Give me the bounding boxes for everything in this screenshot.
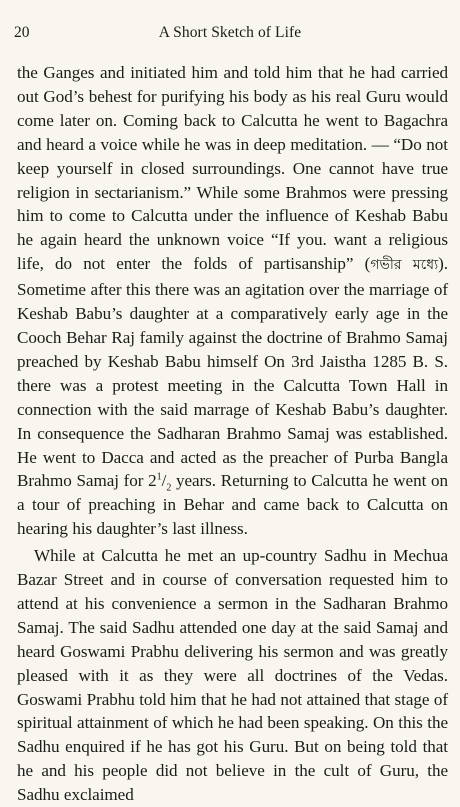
paragraph-1-part-3: years. Returning to Calcutta he went on a tour of preaching in Behar and came back to Calcutta on hearing his daughter’s last illness. bbox=[17, 471, 448, 539]
paragraph-2: While at Calcutta he met an up-country Sadhu in Mechua Bazar Street and in course of conversation requested him to attend at his convenience a sermon in the Sadharan Brahmo Samaj. The said Sadhu attended one day at the said Samaj and heard Goswami Prabhu delivering his sermon and was greatly pleased with it as they were all doctrines of the Vedas. Goswami Prabhu told him that he had not attained that stage of spiritual attainment of which he had been speaking. On this the Sadhu enquired if he has got his Guru. But on being told that he and his people did not believe in the cult of Guru, the Sadhu exclaimed bbox=[17, 546, 448, 805]
bengali-phrase: গভীর মধ্যে bbox=[370, 257, 439, 274]
body-text bbox=[17, 61, 448, 807]
page-number: 20 bbox=[14, 24, 30, 41]
page-header bbox=[0, 23, 460, 43]
fraction-whole: 2 bbox=[148, 471, 157, 491]
fraction-two-and-half bbox=[148, 471, 172, 494]
paragraph-1 bbox=[17, 61, 448, 541]
paragraph-1-part-1: the Ganges and initiated him and told him that he had carried out God’s behest for purifying his body as his real Guru would come later on. Coming back to Calcutta he went to Bagachra and heard a voice while he was in deep meditation. — “Do not keep yourself in closed surroundings. One cannot have true religion in sectarianism.” While some Brahmos were pressing him to come to Calcutta under the influence of Keshab Babu he again heard the unknown voice “If you. want a religious life, do not enter the folds of partisanship” ( bbox=[17, 63, 448, 274]
fraction-denominator: 2 bbox=[166, 482, 172, 494]
paragraph-1-part-2: ). Sometime after this there was an agitation over the marriage of Keshab Babu’s daughter at a comparatively early age in the Cooch Behar Raj family against the doctrine of Brahmo Samaj preached by Keshab Babu himself On 3rd Jaistha 1285 B. S. there was a protest meeting in the Calcutta Town Hall in connection with the said marrage of Keshab Babu’s daughter. In consequence the Sadharan Brahmo Samaj was established. He went to Dacca and acted as the preacher of Purba Bangla Brahmo Samaj for bbox=[17, 254, 448, 491]
fraction-numerator: 1 bbox=[156, 471, 162, 483]
running-head: A Short Sketch of Life bbox=[158, 24, 302, 41]
fraction-separator: / bbox=[161, 471, 167, 491]
